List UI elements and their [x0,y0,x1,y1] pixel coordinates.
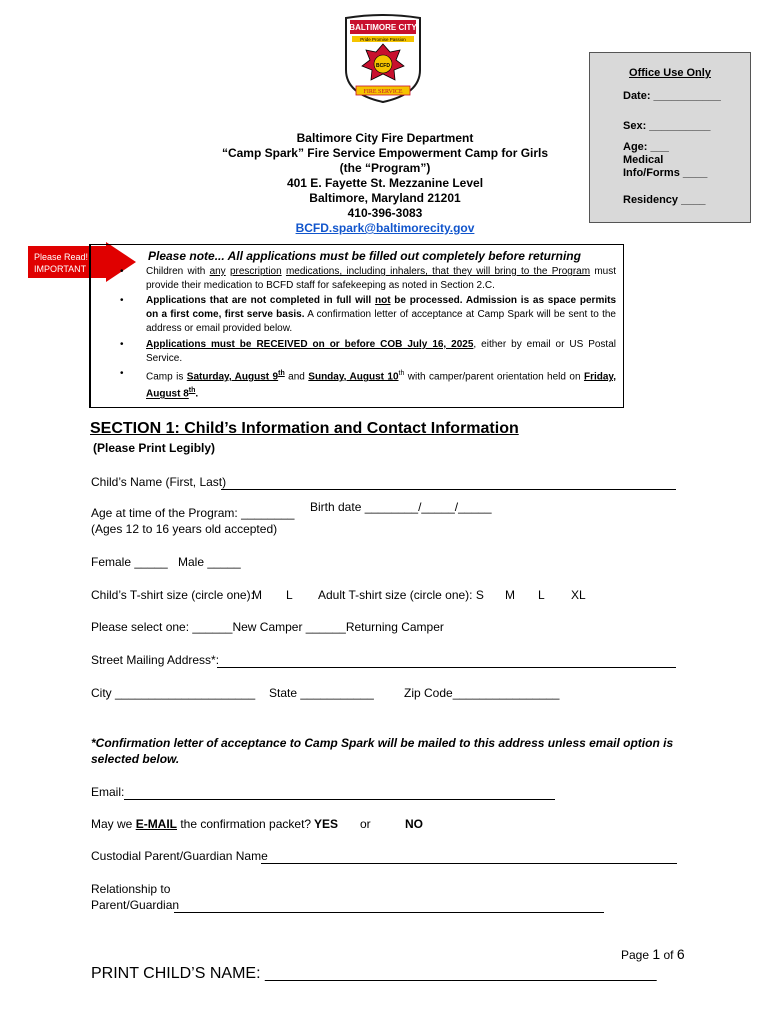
email-label: Email: [91,785,125,799]
office-use-title: Office Use Only [629,67,711,79]
header-line-2: “Camp Spark” Fire Service Empowerment Camp for Girls [221,146,549,160]
section-1-subtitle: (Please Print Legibly) [93,441,216,455]
no-option[interactable]: NO [405,817,423,831]
notice-item-dates: Camp is Saturday, August 9th and Sunday, August 10th with camper/parent orientation held on Friday, August 8th. [146,370,617,400]
logo-banner-text: Pride Promise Passion [360,37,406,42]
relationship-field[interactable] [174,912,604,913]
office-info-forms: Info/Forms ____ [623,167,708,179]
female-field[interactable]: Female _____ [91,555,168,569]
childs-name-label: Child’s Name (First, Last) [91,475,227,489]
or-text: or [360,817,371,831]
adult-size-m[interactable]: M [505,588,515,602]
adult-size-xl[interactable]: XL [571,588,586,602]
guardian-name-label: Custodial Parent/Guardian Name [91,849,268,863]
print-childs-name-field[interactable]: PRINT CHILD’S NAME: ____________________________________________ [91,965,657,982]
bullet-2: • [120,295,124,306]
birth-date-field[interactable]: Birth date ________/_____/_____ [310,500,492,514]
header-email-link[interactable]: BCFD.spark@baltimorecity.gov [295,221,475,235]
guardian-name-field[interactable] [261,863,677,864]
office-sex: Sex: __________ [623,120,711,132]
header-line-1: Baltimore City Fire Department [296,131,474,145]
notice-item-deadline: Applications must be RECEIVED on or before COB July 16, 2025, either by email or US Postal Service. [146,339,616,364]
please-read-text: Please Read! [34,252,89,262]
header-line-3: (the “Program”) [339,161,431,175]
header-line-4: 401 E. Fayette St. Mezzanine Level [286,176,484,190]
department-header [0,131,770,236]
notice-title: Please note... All applications must be filled out completely before returning [148,249,581,263]
street-address-field[interactable] [217,667,676,668]
relationship-label-1: Relationship to [91,882,171,896]
bullet-1: • [120,266,124,277]
office-medical: Medical [623,154,664,166]
header-line-6: 410-396-3083 [347,206,423,220]
child-size-m[interactable]: M [252,588,262,602]
bullet-4: • [120,368,124,379]
office-age: Age: ___ [623,141,669,153]
notice-item-incomplete: Applications that are not completed in full will not be processed. Admission is as space permits on a first come, first serve basis. A confirmation letter of acceptance at Camp Spark will be sent to the address or email provided below. [146,295,617,334]
camper-type-field[interactable]: Please select one: ______New Camper ______Returning Camper [91,620,444,634]
page-number: Page 1 of 6 [621,946,685,962]
important-text: IMPORTANT [34,264,87,274]
email-field[interactable] [124,799,555,800]
child-size-l[interactable]: L [286,588,293,602]
please-read-label [34,251,88,275]
zip-code-field[interactable]: Zip Code________________ [404,686,560,700]
adult-tshirt-label[interactable]: Adult T-shirt size (circle one): S [318,588,484,602]
logo-bottom-text: FIRE SERVICE [363,89,403,95]
street-address-label: Street Mailing Address*: [91,653,220,667]
childs-name-field[interactable] [221,489,676,490]
office-residency: Residency ____ [623,194,706,206]
confirmation-note-line-2: selected below. [91,752,180,766]
male-field[interactable]: Male _____ [178,555,241,569]
logo-top-text: BALTIMORE CITY [349,23,417,32]
adult-size-l[interactable]: L [538,588,545,602]
fire-department-logo [340,14,426,104]
header-line-5: Baltimore, Maryland 21201 [309,191,461,205]
city-field[interactable]: City _____________________ [91,686,256,700]
bullet-3: • [120,339,124,350]
child-tshirt-label: Child’s T-shirt size (circle one): [91,588,254,602]
confirmation-note-line-1: *Confirmation letter of acceptance to Camp Spark will be mailed to this address unless email option is [91,736,674,750]
confirmation-note [91,735,673,767]
office-date: Date: ___________ [623,90,721,102]
section-1-title: SECTION 1: Child’s Information and Contact Information [90,420,519,437]
email-permission-question: May we E-MAIL the confirmation packet? [91,817,312,831]
logo-badge-text: BCFD [376,63,390,69]
notice-item-medication: Children with any prescription medications, including inhalers, that they will bring to the Program must provide their medication to BCFD staff for safekeeping as noted in Section 2.C. [146,266,617,291]
state-field[interactable]: State ___________ [269,686,374,700]
yes-option[interactable]: YES [314,817,339,831]
relationship-label-2: Parent/Guardian [91,898,180,912]
age-field[interactable]: Age at time of the Program: ________ [91,506,295,520]
age-note: (Ages 12 to 16 years old accepted) [91,522,278,536]
